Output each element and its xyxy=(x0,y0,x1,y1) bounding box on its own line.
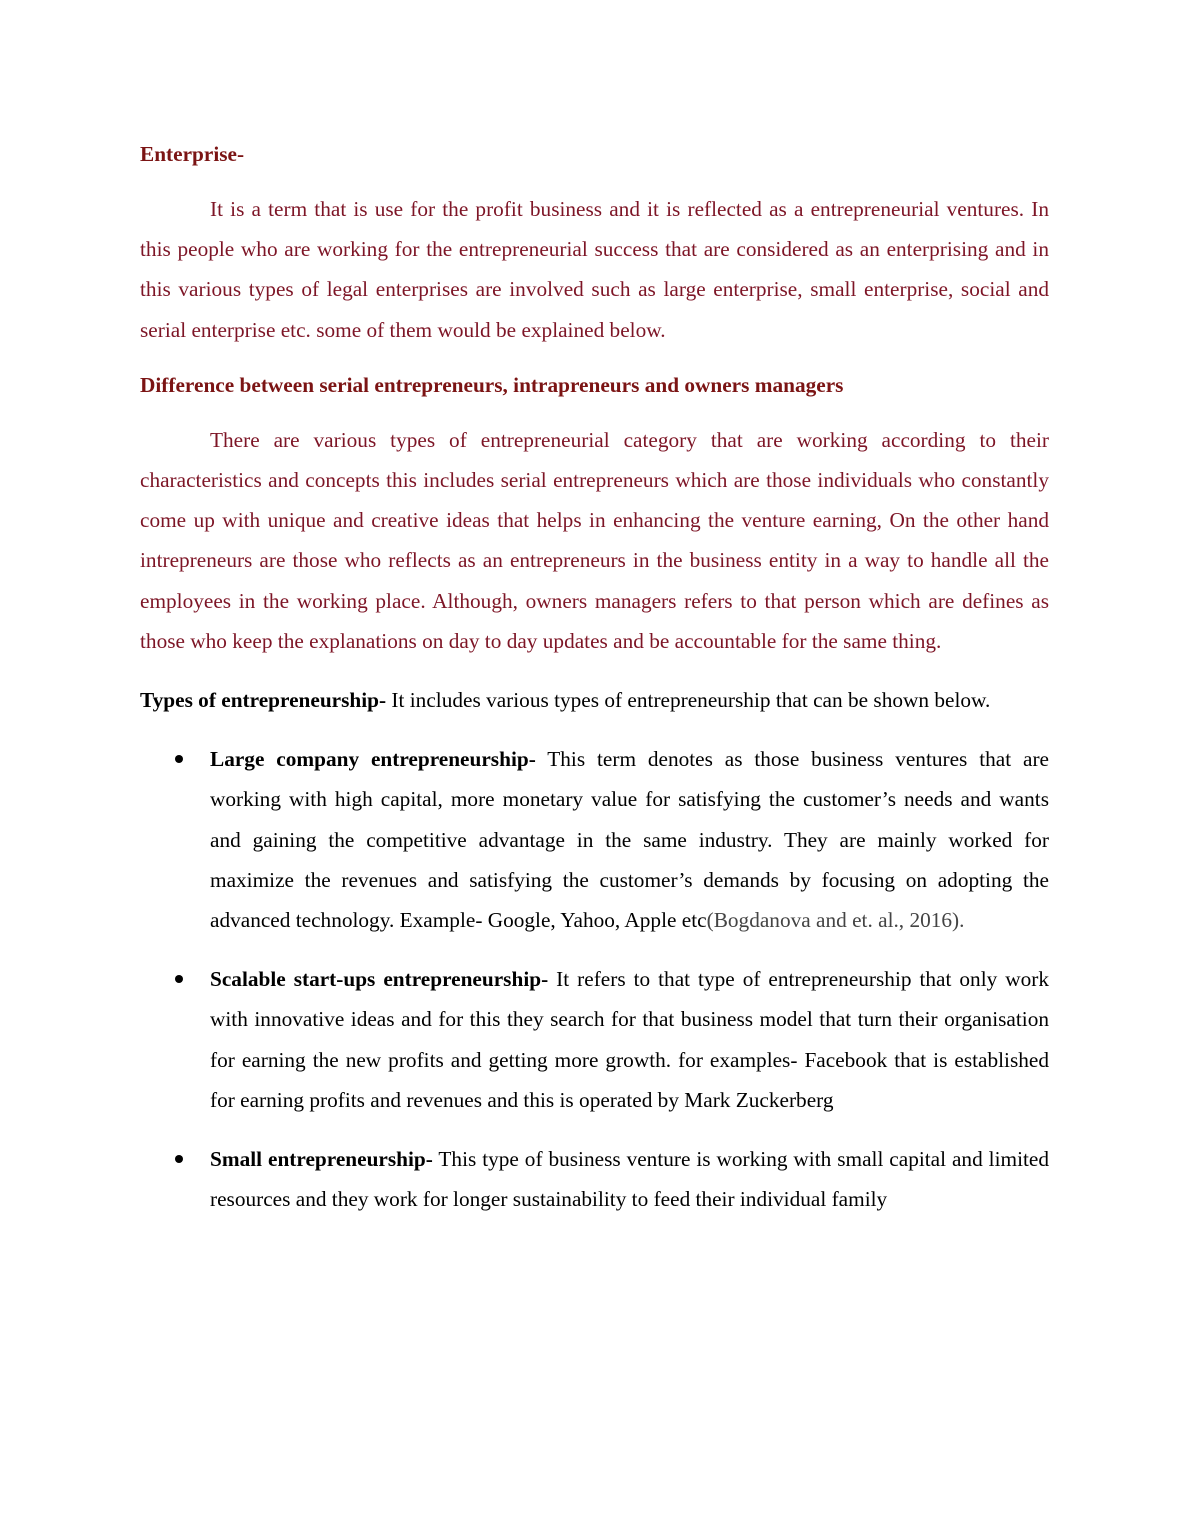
types-list xyxy=(140,739,1049,1219)
document-page xyxy=(140,138,1049,1238)
heading-enterprise: Enterprise- xyxy=(140,142,245,166)
bullet-text: It refers to that type of entrepreneurship that only work with innovative ideas and for this they search for that business model that turn their organisation for earning the new profits and getting more growth. for examples- Facebook that is established for earning profits and revenues and this is operated by Mark Zuckerberg xyxy=(210,967,1050,1112)
types-lead-bold: Types of entrepreneurship- xyxy=(140,688,387,713)
bullet-text: This term denotes as those business ventures that are working with high capital, more monetary value for satisfying the customer’s needs and wants and gaining the competitive advantage in the same industry. They are mainly worked for maximize the revenues and satisfying the customer’s demands by focusing on adopting the advanced technology. Example- Google, Yahoo, Apple etc xyxy=(210,747,1049,933)
list-item xyxy=(140,959,1049,1120)
bullet-title: Scalable start-ups entrepreneurship- xyxy=(210,967,549,992)
bullet-text: This type of business venture is working with small capital and limited resources and they work for longer sustainability to feed their individual family xyxy=(210,1147,1050,1212)
heading-difference: Difference between serial entrepreneurs, intrapreneurs and owners managers xyxy=(140,372,844,397)
bullet-title: Small entrepreneurship- xyxy=(210,1147,433,1172)
list-item xyxy=(140,739,1049,940)
list-item xyxy=(140,1139,1049,1219)
types-lead-text: It includes various types of entrepreneurship that can be shown below. xyxy=(386,688,991,713)
bullet-icon xyxy=(175,755,183,763)
bullet-icon xyxy=(175,1155,183,1163)
bullet-citation: (Bogdanova and et. al., 2016). xyxy=(706,908,965,933)
paragraph-enterprise: It is a term that is use for the profit business and it is reflected as a entrepreneurial ventures. In this people who are working for the entrepreneurial success that are considered as an enterprising and in this various types of legal enterprises are involved such as large enterprise, small enterprise, social and serial enterprise etc. some of them would be explained below. xyxy=(140,197,1049,342)
paragraph-types-intro xyxy=(140,680,1049,720)
bullet-title: Large company entrepreneurship- xyxy=(210,747,536,772)
bullet-icon xyxy=(175,975,183,983)
paragraph-difference: There are various types of entrepreneurial category that are working according to their characteristics and concepts this includes serial entrepreneurs which are those individuals who constantly come up with unique and creative ideas that helps in enhancing the venture earning, On the other hand intrepreneurs are those who reflects as an entrepreneurs in the business entity in a way to handle all the employees in the working place. Although, owners managers refers to that person which are defines as those who keep the explanations on day to day updates and be accountable for the same thing. xyxy=(140,427,1049,653)
